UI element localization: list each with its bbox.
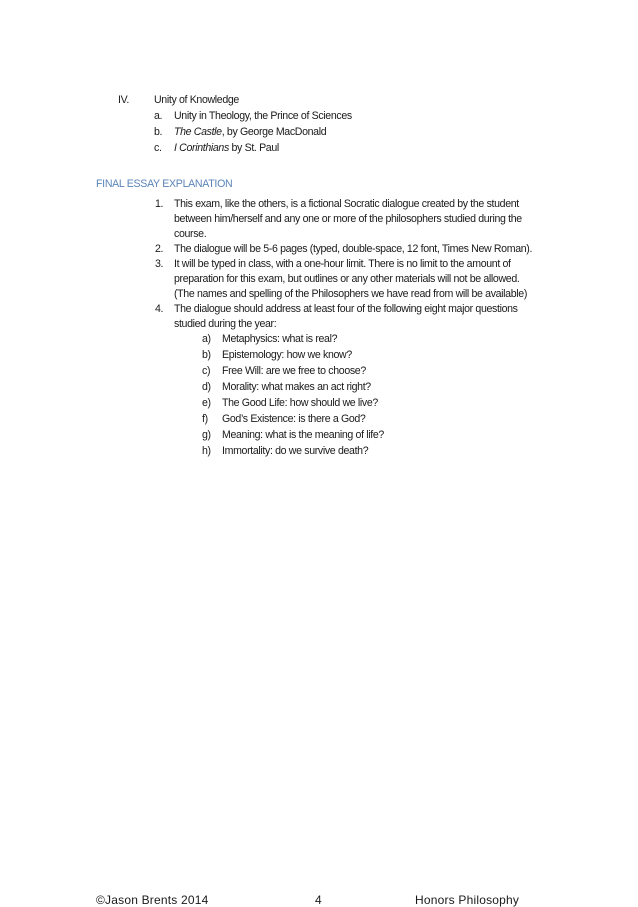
list-item-line: This exam, like the others, is a fictional Socratic dialogue created by the student bbox=[174, 198, 519, 210]
question-item: God’s Existence: is there a God? bbox=[222, 413, 366, 425]
question-item: Metaphysics: what is real? bbox=[222, 333, 338, 345]
question-item: Meaning: what is the meaning of life? bbox=[222, 429, 384, 441]
list-item-line: studied during the year: bbox=[174, 318, 277, 330]
question-marker: e) bbox=[202, 397, 211, 409]
list-marker: c. bbox=[154, 142, 162, 154]
list-item-line: (The names and spelling of the Philosophers we have read from will be available) bbox=[174, 288, 527, 300]
list-marker: 3. bbox=[155, 258, 164, 270]
list-marker: 2. bbox=[155, 243, 164, 255]
list-item-line: between him/herself and any one or more of the philosophers studied during the bbox=[174, 213, 522, 225]
list-marker: 1. bbox=[155, 198, 164, 210]
list-item-line: The dialogue will be 5-6 pages (typed, double-space, 12 font, Times New Roman). bbox=[174, 243, 533, 255]
question-item: Immortality: do we survive death? bbox=[222, 445, 369, 457]
question-marker: a) bbox=[202, 333, 211, 345]
list-marker: b. bbox=[154, 126, 163, 138]
book-title: I Corinthians bbox=[174, 142, 229, 154]
list-item-text: , by George MacDonald bbox=[221, 126, 327, 138]
footer-course-title: Honors Philosophy bbox=[415, 893, 520, 907]
list-item-line: course. bbox=[174, 228, 207, 240]
footer-copyright: ©Jason Brents 2014 bbox=[96, 893, 209, 907]
list-marker: a. bbox=[154, 110, 163, 122]
question-item: Morality: what makes an act right? bbox=[222, 381, 371, 393]
list-item-line: The dialogue should address at least four of the following eight major questions bbox=[174, 303, 518, 315]
section-heading: FINAL ESSAY EXPLANATION bbox=[96, 178, 233, 190]
list-item-line: It will be typed in class, with a one-hour limit. There is no limit to the amount of bbox=[174, 258, 511, 270]
question-item: The Good Life: how should we live? bbox=[222, 397, 378, 409]
list-item-line: preparation for this exam, but outlines or any other materials will not be allowed. bbox=[174, 273, 520, 285]
question-marker: d) bbox=[202, 381, 211, 393]
list-item bbox=[174, 125, 326, 139]
footer-page-number: 4 bbox=[315, 893, 322, 907]
question-marker: h) bbox=[202, 445, 211, 457]
question-marker: b) bbox=[202, 349, 211, 361]
list-item bbox=[174, 109, 352, 123]
question-marker: c) bbox=[202, 365, 211, 377]
question-item: Free Will: are we free to choose? bbox=[222, 365, 366, 377]
list-item bbox=[174, 141, 279, 155]
list-item-text: Unity in Theology, the Prince of Sciences bbox=[174, 110, 352, 122]
list-marker: 4. bbox=[155, 303, 164, 315]
question-marker: f) bbox=[202, 413, 208, 425]
list-item-text: by St. Paul bbox=[228, 142, 279, 154]
section-title: Unity of Knowledge bbox=[154, 94, 239, 106]
question-item: Epistemology: how we know? bbox=[222, 349, 352, 361]
question-marker: g) bbox=[202, 429, 211, 441]
book-title: The Castle bbox=[174, 126, 222, 138]
section-numeral: IV. bbox=[118, 94, 129, 106]
